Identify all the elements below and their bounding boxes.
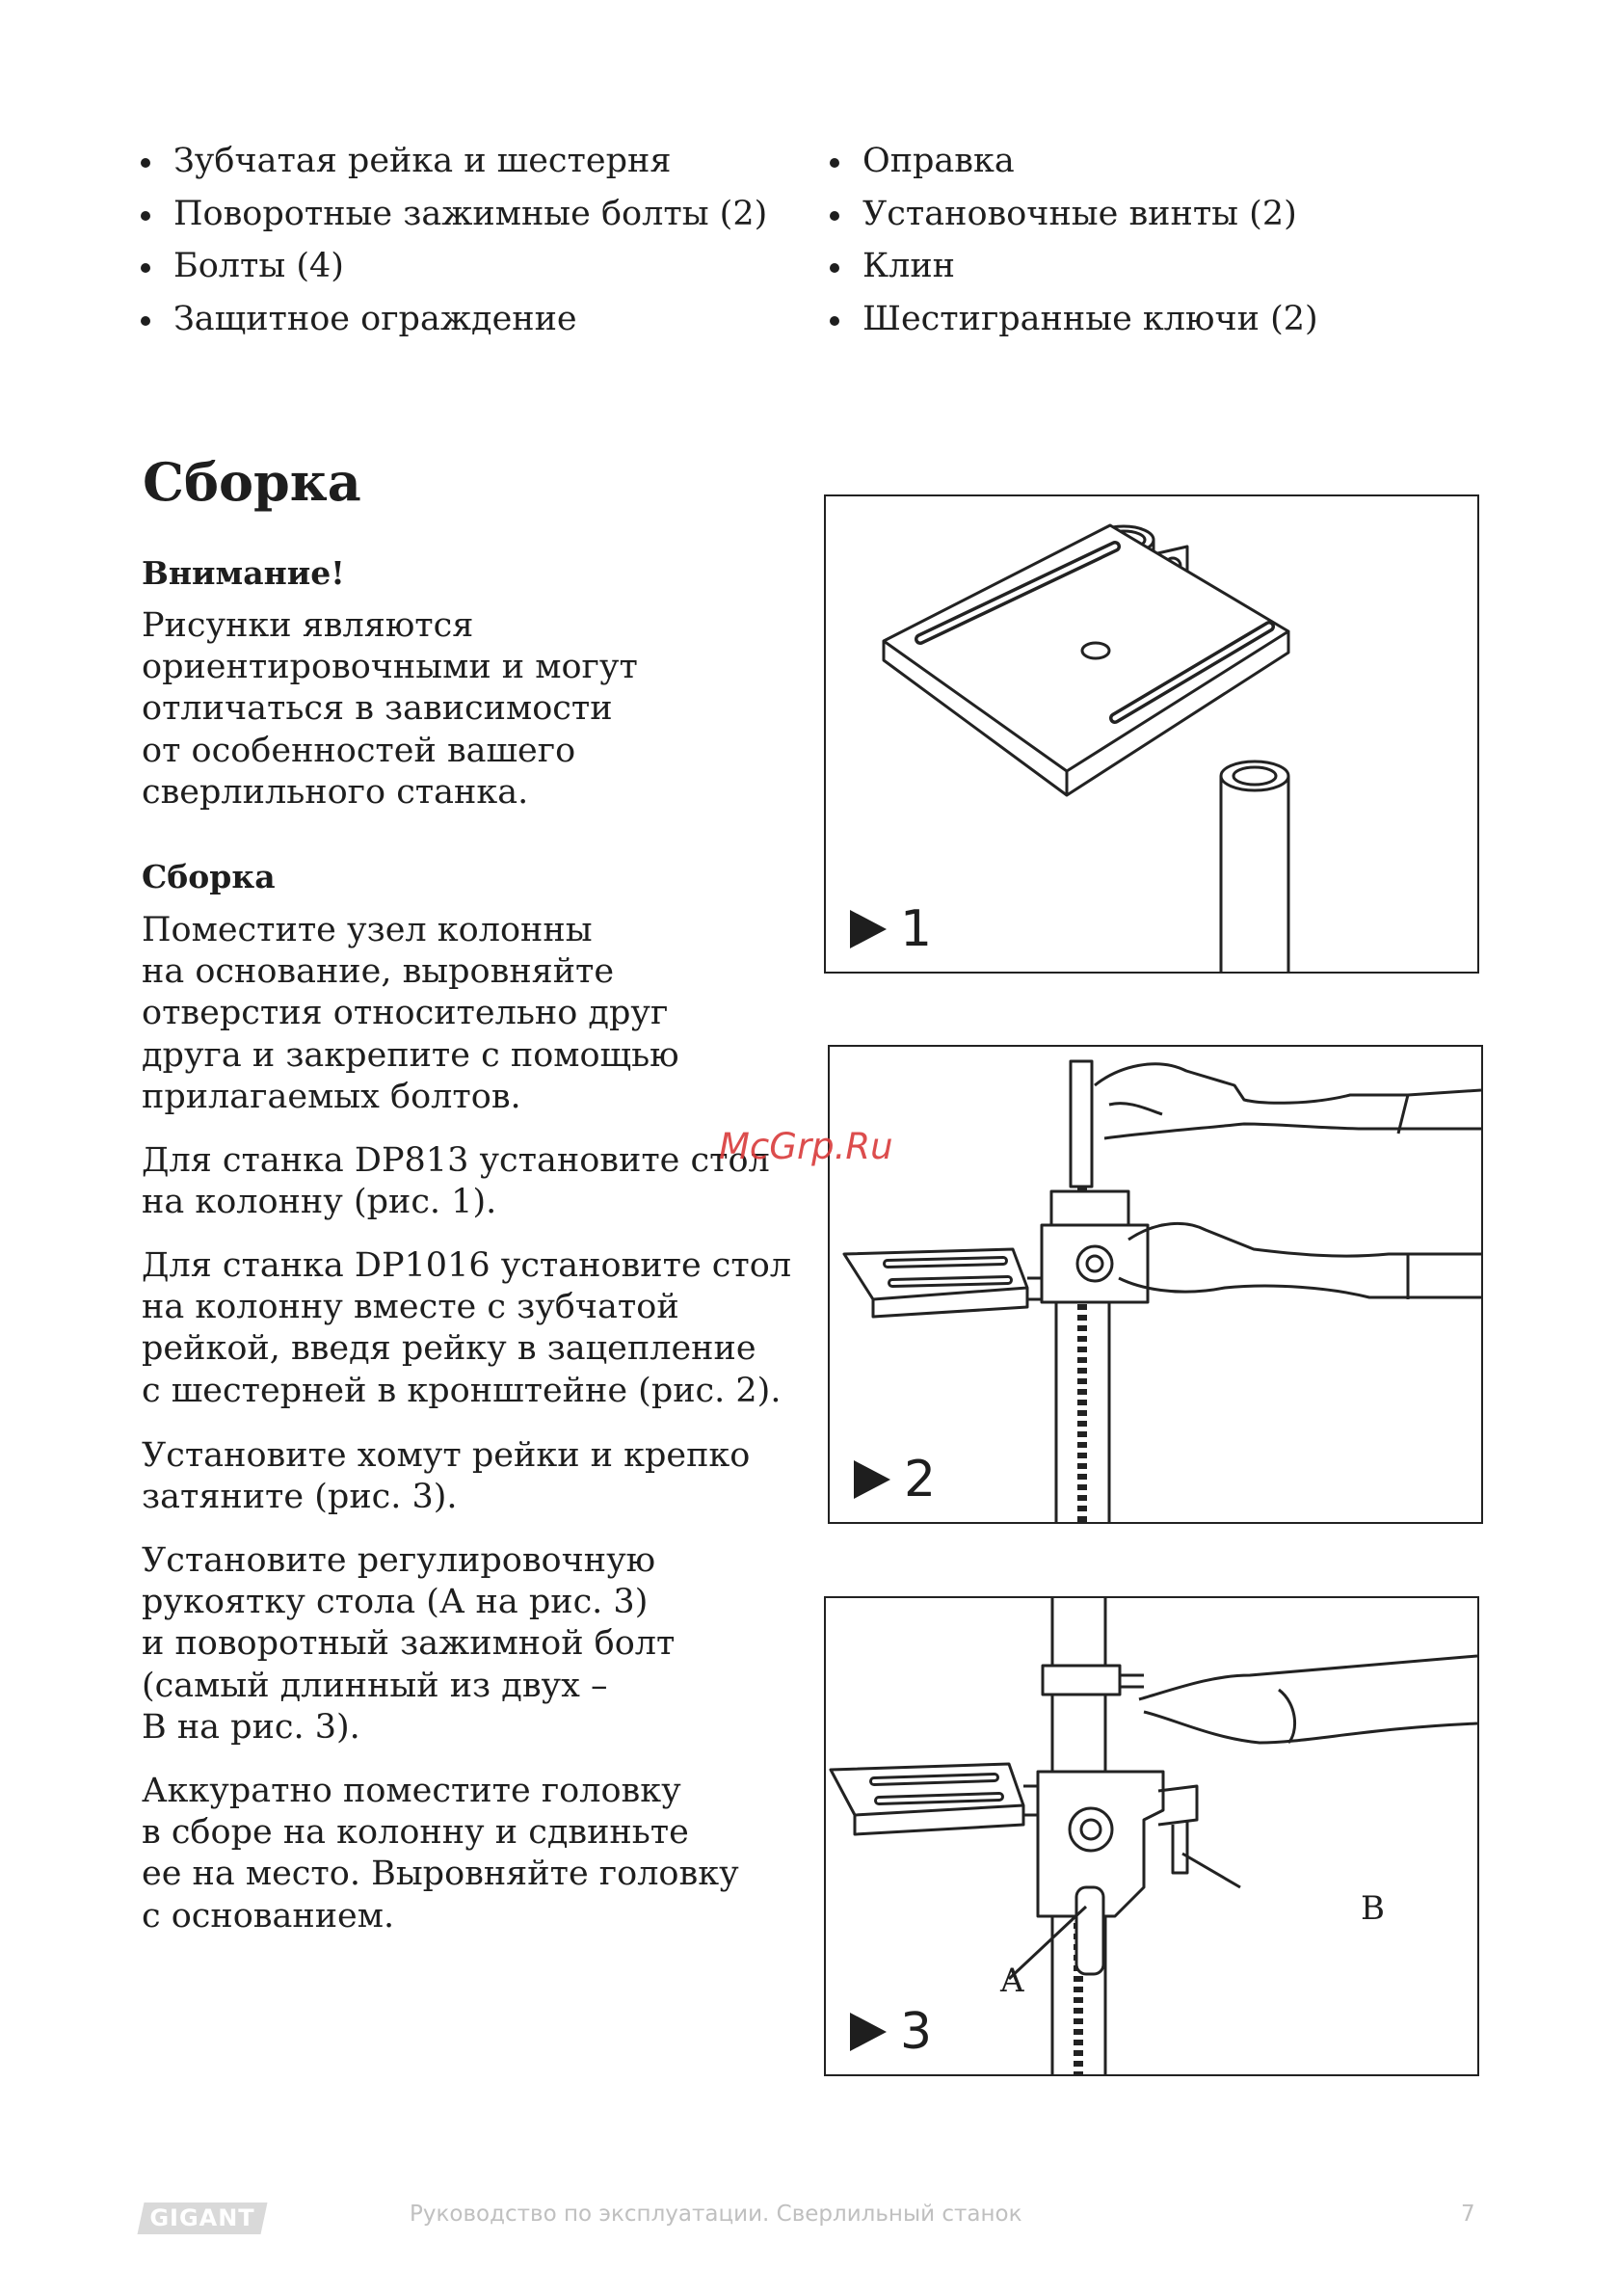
play-triangle-icon xyxy=(850,910,887,948)
assembly-paragraph: Для станка DP1016 установите стол на колонну вместе с зубчатой рейкой, введя рейку в зацепление с шестерней в кронштейне (рис. 2). xyxy=(142,1246,792,1410)
parts-list-left xyxy=(141,135,767,345)
play-triangle-icon xyxy=(854,1460,890,1499)
list-item: Клин xyxy=(830,240,1318,293)
page-number: 7 xyxy=(1461,2202,1475,2227)
section-title: Сборка xyxy=(143,451,361,513)
list-item: Защитное ограждение xyxy=(141,293,767,346)
list-item: Шестигранные ключи (2) xyxy=(830,293,1318,346)
parts-list-right xyxy=(830,135,1318,345)
list-item: Оправка xyxy=(830,135,1318,188)
footer-title: Руководство по эксплуатации. Сверлильный станок xyxy=(410,2202,1022,2227)
watermark: McGrp.Ru xyxy=(719,1126,893,1167)
figure-number-label xyxy=(850,2003,932,2061)
assembly-paragraph: Установите регулировочную рукоятку стола (А на рис. 3) и поворотный зажимной болт (самый длинный из двух – В на рис. 3). xyxy=(142,1541,676,1747)
assembly-paragraph: Для станка DP813 установите стол на колонну (рис. 1). xyxy=(142,1141,770,1222)
warning-heading: Внимание! xyxy=(142,554,345,592)
assembly-heading: Сборка xyxy=(142,858,276,895)
list-item: Болты (4) xyxy=(141,240,767,293)
figure-3 xyxy=(824,1596,1479,2076)
play-triangle-icon xyxy=(850,2013,887,2051)
callout-b: B xyxy=(1361,1889,1385,1928)
figure-number: 1 xyxy=(900,900,933,958)
figure-number: 3 xyxy=(900,2003,933,2061)
list-item: Установочные винты (2) xyxy=(830,188,1318,241)
warning-text: Рисунки являются ориентировочными и могут отличаться в зависимости от особенностей вашего сверлильного станка. xyxy=(142,606,638,812)
assembly-paragraph: Поместите узел колонны на основание, выровняйте отверстия относительно друг друга и закрепите с помощью прилагаемых болтов. xyxy=(142,911,679,1116)
brand-logo: GIGANT xyxy=(137,2203,267,2234)
figure-1 xyxy=(824,494,1479,974)
assembly-paragraph: Установите хомут рейки и крепко затяните (рис. 3). xyxy=(142,1436,751,1517)
figure-number-label xyxy=(854,1451,936,1508)
figure-number: 2 xyxy=(904,1451,937,1508)
assembly-paragraph: Аккуратно поместите головку в сборе на колонну и сдвиньте ее на место. Выровняйте головку с основанием. xyxy=(142,1772,739,1936)
list-item: Зубчатая рейка и шестерня xyxy=(141,135,767,188)
callout-a: A xyxy=(1000,1962,1024,2000)
figure-number-label xyxy=(850,900,932,958)
figure-2 xyxy=(828,1045,1483,1524)
list-item: Поворотные зажимные болты (2) xyxy=(141,188,767,241)
